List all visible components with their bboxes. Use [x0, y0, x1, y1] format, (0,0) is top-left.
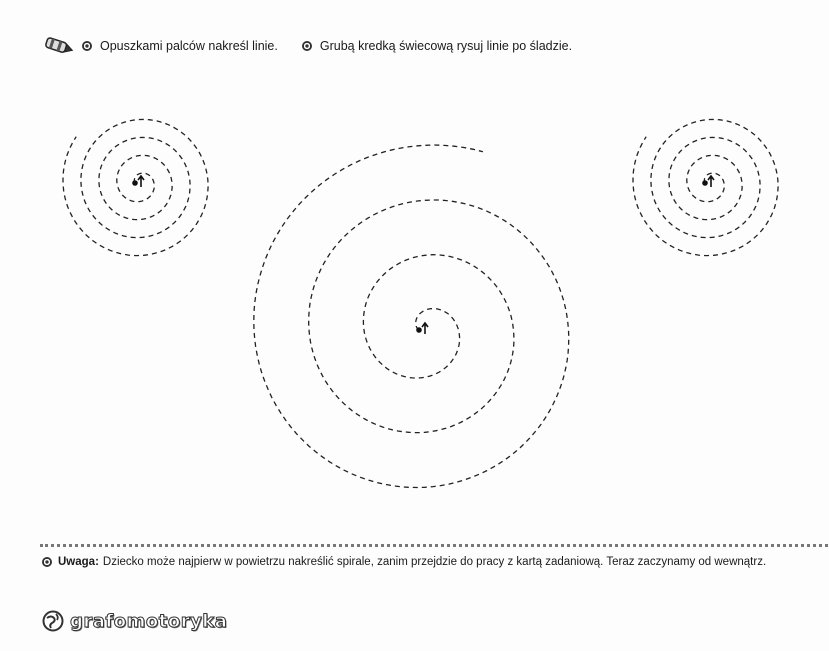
- note-label: Uwaga:: [58, 556, 99, 568]
- note-line: [42, 556, 766, 568]
- start-dot-icon: [416, 327, 422, 333]
- start-dot-icon: [132, 180, 138, 186]
- spiral-right: [633, 119, 778, 255]
- start-dot-icon: [702, 180, 708, 186]
- dotted-divider: [40, 544, 828, 547]
- direction-arrow-icon: [138, 176, 144, 187]
- direction-arrow-icon: [708, 176, 714, 187]
- spiral-left: [63, 119, 208, 255]
- logo-text: grafomotoryka: [70, 610, 228, 632]
- instruction-1: Opuszkami palców nakreśl linie.: [100, 39, 278, 53]
- instruction-2: Grubą kredką świecową rysuj linie po śladzie.: [319, 39, 573, 53]
- target-bullet-icon: [42, 557, 52, 567]
- logo: [42, 610, 227, 632]
- spiral-center: [254, 145, 569, 488]
- direction-arrow-icon: [422, 323, 428, 334]
- note-text: Dziecko może najpierw w powietrzu nakreślić spirale, zanim przejdzie do pracy z kartą zadaniową. Teraz zaczynamy od wewnątrz.: [102, 556, 767, 568]
- globe-icon: [42, 610, 64, 632]
